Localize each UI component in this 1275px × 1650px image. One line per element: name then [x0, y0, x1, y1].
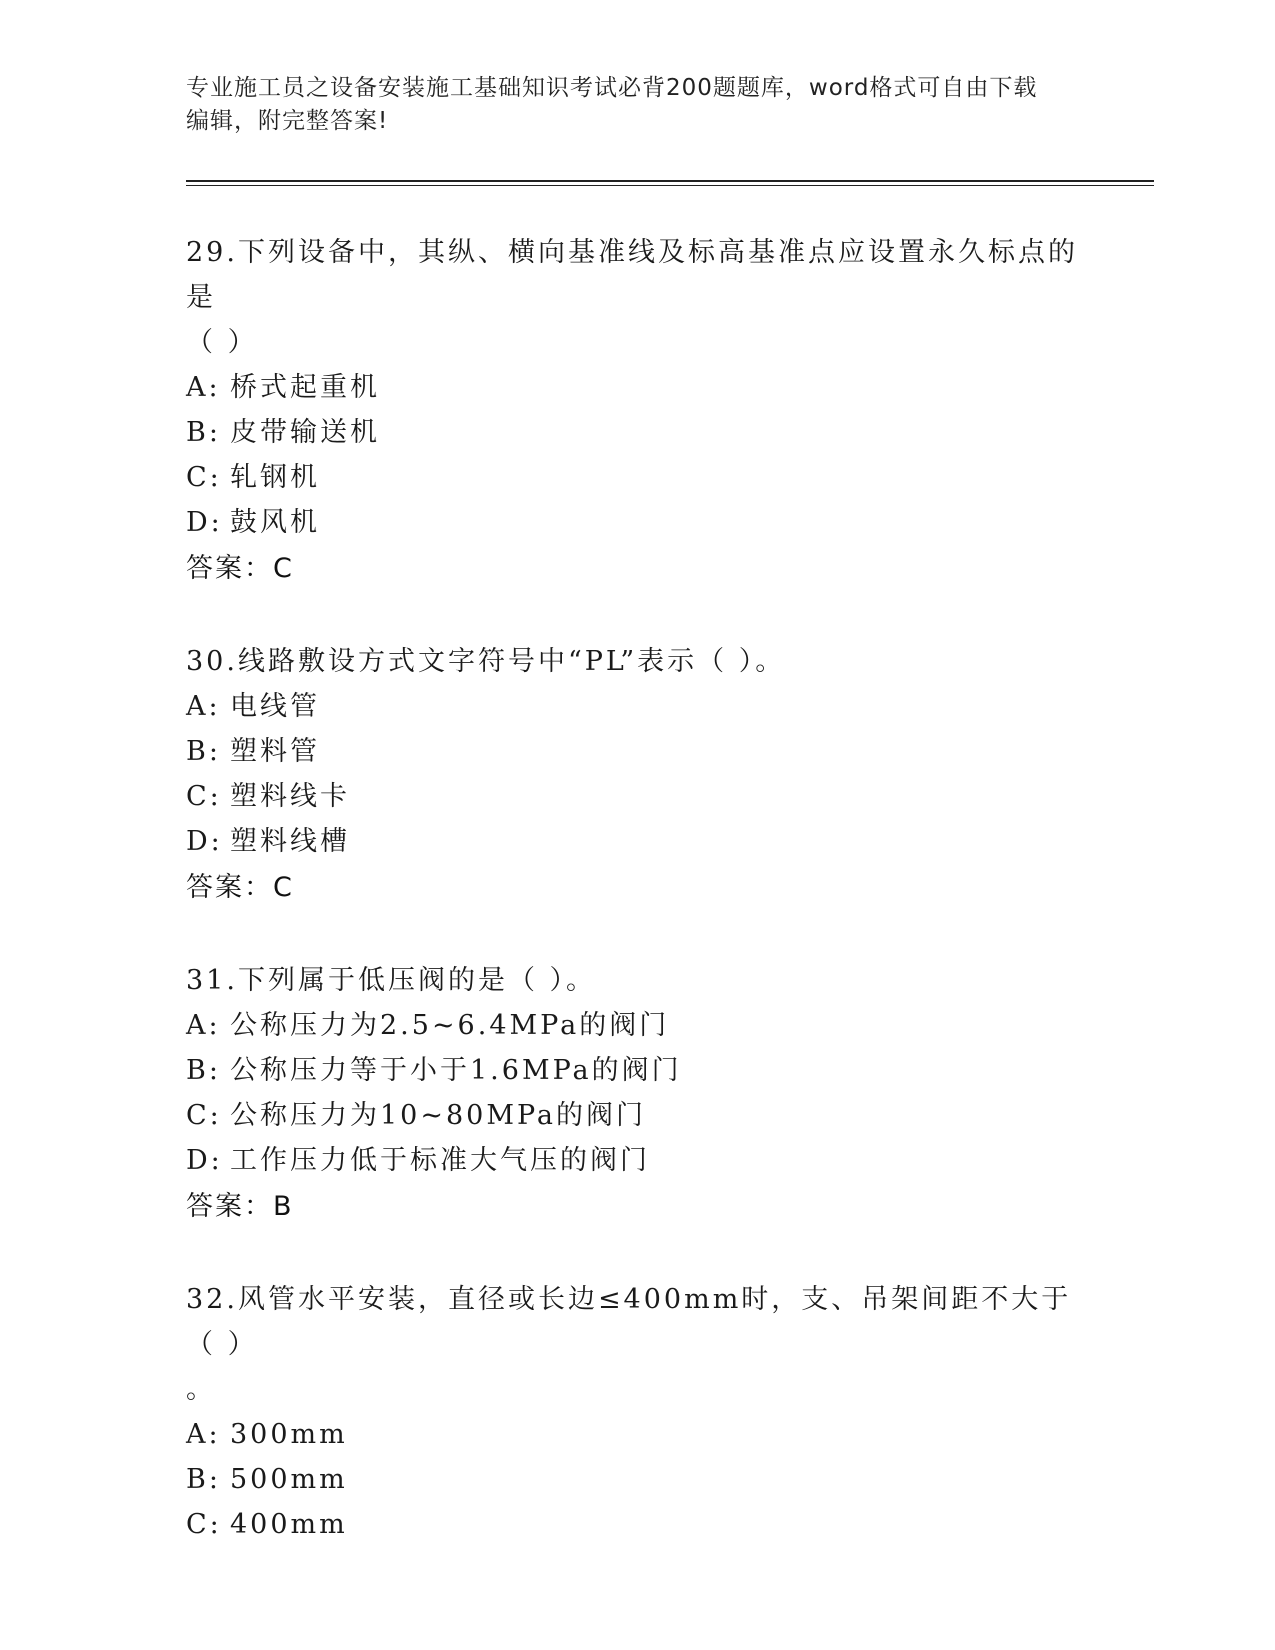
option-label: D: [186, 1145, 223, 1176]
answer-line: 答案：C [186, 553, 294, 584]
option-c [186, 455, 1086, 500]
option-text: 桥式起重机 [230, 372, 380, 403]
header-line-2: 编辑，附完整答案! [186, 108, 389, 134]
question-stem: 29.下列设备中，其纵、横向基准线及标高基准点应设置永久标点的是 [186, 237, 1078, 313]
question-stem: 31.下列属于低压阀的是（ ）。 [186, 965, 597, 996]
option-label: B: [186, 1055, 221, 1086]
option-label: C: [186, 1509, 222, 1540]
option-label: A: [186, 1010, 221, 1041]
option-a [186, 684, 1086, 729]
option-label: A: [186, 372, 221, 403]
option-text: 公称压力为2.5~6.4MPa的阀门 [230, 1010, 670, 1041]
option-c [186, 1502, 1086, 1547]
option-b [186, 729, 1086, 774]
header-divider-thin [186, 185, 1154, 186]
question-stem: 30.线路敷设方式文字符号中“PL”表示（ ）。 [186, 646, 786, 677]
question-stem-continued: 。 [186, 1374, 216, 1405]
option-text: 公称压力等于小于1.6MPa的阀门 [230, 1055, 682, 1086]
question-31 [186, 958, 1086, 1231]
answer-line: 答案：C [186, 872, 294, 903]
option-text: 公称压力为10~80MPa的阀门 [230, 1100, 647, 1131]
option-label: A: [186, 1419, 221, 1450]
option-text: 轧钢机 [230, 462, 320, 493]
option-label: A: [186, 691, 221, 722]
option-c [186, 1093, 1086, 1138]
option-label: C: [186, 781, 222, 812]
document-header [186, 72, 1086, 138]
question-stem-continued: （ ） [186, 327, 258, 358]
question-32 [186, 1277, 1086, 1547]
option-label: C: [186, 462, 222, 493]
option-text: 塑料线卡 [230, 781, 350, 812]
option-a [186, 365, 1086, 410]
option-a [186, 1003, 1086, 1048]
option-text: 塑料管 [230, 736, 320, 767]
option-text: 300mm [230, 1419, 348, 1450]
header-divider-thick [186, 180, 1154, 182]
option-c [186, 774, 1086, 819]
question-29 [186, 230, 1086, 593]
option-b [186, 410, 1086, 455]
option-text: 工作压力低于标准大气压的阀门 [230, 1145, 650, 1176]
option-d [186, 819, 1086, 864]
option-label: C: [186, 1100, 222, 1131]
option-text: 电线管 [230, 691, 320, 722]
question-30 [186, 639, 1086, 912]
option-label: B: [186, 736, 221, 767]
option-text: 400mm [230, 1509, 348, 1540]
option-label: D: [186, 507, 223, 538]
option-text: 鼓风机 [230, 507, 320, 538]
option-label: B: [186, 1464, 221, 1495]
option-b [186, 1048, 1086, 1093]
answer-line: 答案：B [186, 1191, 294, 1222]
option-label: D: [186, 826, 223, 857]
option-label: B: [186, 417, 221, 448]
question-stem: 32.风管水平安装，直径或长边≤400mm时，支、吊架间距不大于（ ） [186, 1284, 1072, 1360]
question-list [186, 230, 1086, 1593]
header-line-1: 专业施工员之设备安装施工基础知识考试必背200题题库，word格式可自由下载 [186, 75, 1038, 101]
option-d [186, 500, 1086, 545]
option-text: 500mm [230, 1464, 348, 1495]
option-d [186, 1138, 1086, 1183]
option-a [186, 1412, 1086, 1457]
option-text: 塑料线槽 [230, 826, 350, 857]
option-b [186, 1457, 1086, 1502]
option-text: 皮带输送机 [230, 417, 380, 448]
